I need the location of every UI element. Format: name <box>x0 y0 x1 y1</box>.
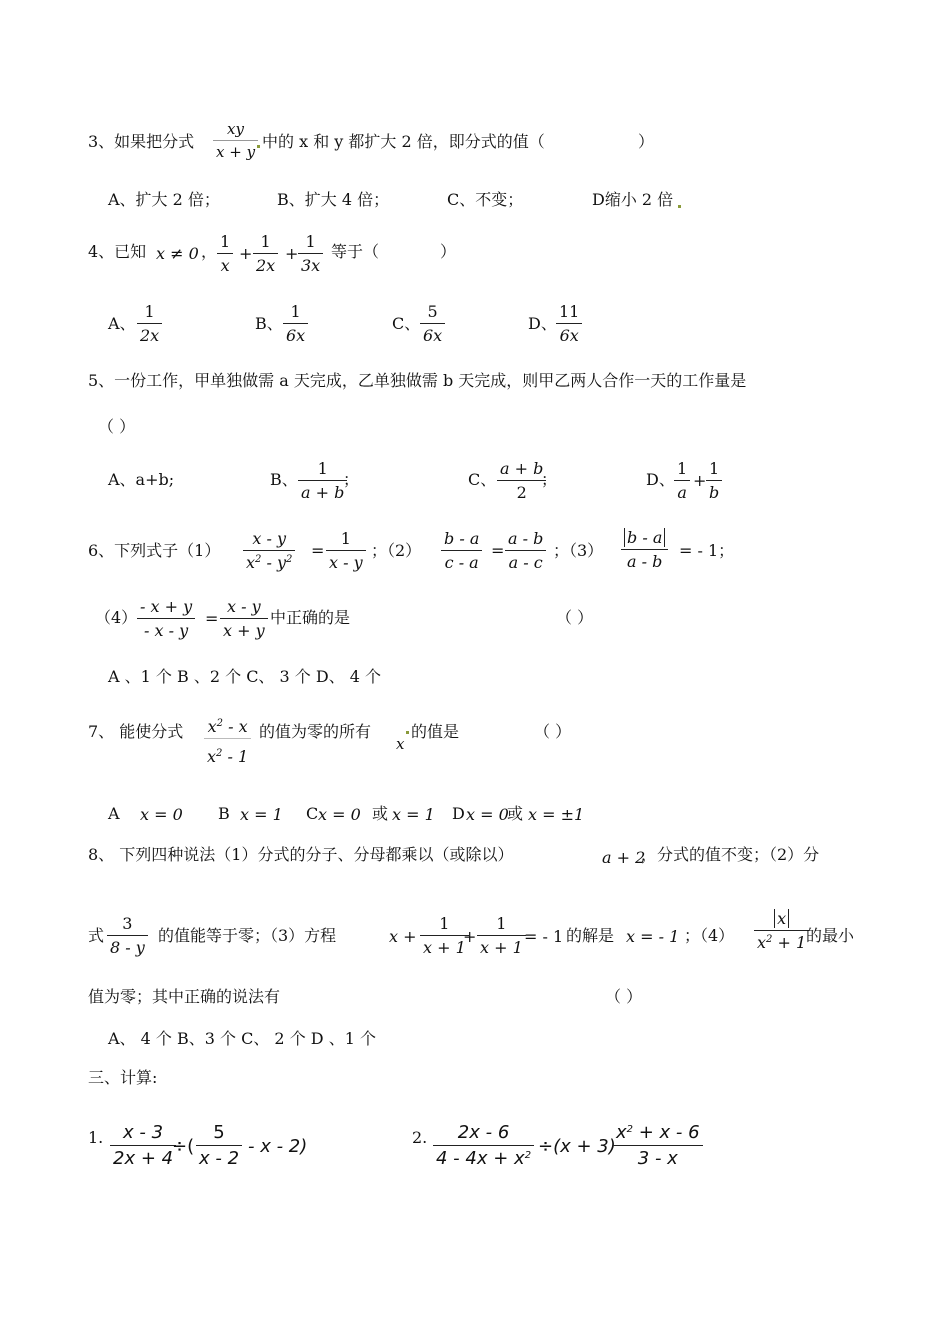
q8-fraction-4: $\frac{x}{x^2 + 1}$ <box>754 911 809 951</box>
q5-option-b-tail: ； <box>343 470 360 489</box>
plus-sign: + <box>463 927 477 946</box>
q5-option-d-label: D、 <box>646 470 675 489</box>
q4-term-1: $\frac{1}{x}$ <box>217 234 233 274</box>
marker-dot <box>678 205 681 208</box>
q7-option-b: x = 1 <box>240 805 283 824</box>
q7-suffix: 的值是 <box>411 722 460 741</box>
calc-2-label: 2. <box>412 1128 428 1147</box>
q4-option-d: $\frac{11}{6x}$ <box>556 304 582 344</box>
calc-1-inner-fraction: $\frac{5}{x - 2}$ <box>196 1124 242 1168</box>
q6-expr-2-left: $\frac{b - a}{c - a}$ <box>441 531 482 571</box>
q7-option-d-2: x = ±1 <box>528 805 585 824</box>
q8-line1-b: ，分式的值不变；（2）分 <box>641 845 820 864</box>
q6-sep-2: ；（2） <box>371 541 422 560</box>
q4-term-3: $\frac{1}{3x}$ <box>298 234 323 274</box>
q6-expr-1-left: $\frac{x - y}{x^2 - y^2}$ <box>243 531 295 571</box>
calc-1-label: 1. <box>88 1128 104 1147</box>
q8-line2-c: = - 1 <box>524 927 564 946</box>
q7-option-c-or: 或 <box>372 804 389 823</box>
q6-expr-4-left: $\frac{- x + y}{- x - y}$ <box>137 599 195 639</box>
marker-dot <box>406 731 409 734</box>
q3-fraction: $\frac{xy}{x + y}$ <box>213 122 258 160</box>
q5-option-a: A、a+b; <box>108 470 175 489</box>
q5-option-b-label: B、 <box>270 470 298 489</box>
q8-line1-expr: a + 2 <box>602 848 646 867</box>
q6-sep-3: ；（3） <box>553 541 604 560</box>
q8-fraction-3: $\frac{1}{x + 1}$ <box>477 916 526 956</box>
q4-option-a-label: A、 <box>108 314 136 333</box>
q6-options: A 、1 个 B 、2 个 C、 3 个 D、 4 个 <box>108 667 382 686</box>
q4-suffix: 等于（ <box>331 242 380 261</box>
q4-close: ） <box>440 242 457 261</box>
q5-option-c-label: C、 <box>468 470 497 489</box>
q7-prefix: 7、 能使分式 <box>88 722 184 741</box>
q4-condition: x ≠ 0 <box>156 244 199 263</box>
q5-option-b: $\frac{1}{a + b}$ <box>298 461 347 501</box>
q4-prefix: 4、已知 <box>88 242 147 261</box>
q6-expr-3-rhs: = - 1； <box>679 541 735 560</box>
q3-option-d: D缩小 2 倍 <box>592 190 674 209</box>
q8-options: A、 4 个 B、3 个 C、 2 个 D 、1 个 <box>108 1029 376 1048</box>
q3-option-b: B、扩大 4 倍； <box>277 190 390 209</box>
q8-line2-f: ；（4） <box>684 926 735 945</box>
q7-paren: （ ） <box>534 722 572 741</box>
q3-option-c: C、不变； <box>447 190 524 209</box>
plus-sign: + <box>693 471 707 490</box>
equals-sign: = <box>311 541 325 560</box>
q7-option-a-label: A <box>108 804 120 823</box>
q7-option-d-1: x = 0 <box>466 805 509 824</box>
q4-option-c: $\frac{5}{6x}$ <box>420 304 445 344</box>
calc-2-operator: ÷(x + 3) <box>538 1136 616 1157</box>
equals-sign: = <box>205 609 219 628</box>
q6-line2-suffix: 中正确的是 <box>270 608 351 627</box>
q7-variable: x <box>396 735 405 753</box>
q8-line2-d: 的解是 <box>566 926 615 945</box>
calc-2-right-fraction: $\frac{x^2 + x - 6}{3 - x}$ <box>613 1124 703 1168</box>
q6-expr-4-right: $\frac{x - y}{x + y}$ <box>220 599 268 639</box>
q4-comma: ， <box>201 242 218 261</box>
q3-option-a: A、扩大 2 倍； <box>108 190 220 209</box>
calc-2-fraction: $\frac{2x - 6}{4 - 4x + x^2}$ <box>433 1124 534 1168</box>
q7-option-b-label: B <box>218 804 230 823</box>
q7-option-c-2: x = 1 <box>392 805 435 824</box>
q7-option-c-label: C <box>306 804 319 823</box>
q5-paren: （ ） <box>98 417 136 436</box>
q8-fraction-1: $\frac{3}{8 - y}$ <box>107 916 148 956</box>
q3-suffix: 中的 x 和 y 都扩大 2 倍，即分式的值（ <box>262 132 545 151</box>
q8-line3: 值为零；其中正确的说法有 <box>88 987 281 1006</box>
q4-option-b: $\frac{1}{6x}$ <box>283 304 308 344</box>
q5-option-c: $\frac{a + b}{2}$ <box>497 461 546 501</box>
q4-term-2: $\frac{1}{2x}$ <box>253 234 278 274</box>
q7-option-d-or: 或 <box>507 804 524 823</box>
q5-option-c-tail: ； <box>541 470 558 489</box>
q6-paren: （ ） <box>556 608 594 627</box>
q7-option-c-1: x = 0 <box>318 805 361 824</box>
q6-expr-2-right: $\frac{a - b}{a - c}$ <box>505 531 546 571</box>
q5-text: 5、一份工作，甲单独做需 a 天完成，乙单独做需 b 天完成，则甲乙两人合作一天的工作量是 <box>88 371 747 390</box>
q3-prefix: 3、如果把分式 <box>88 132 195 151</box>
q4-option-a: $\frac{1}{2x}$ <box>137 304 162 344</box>
q4-option-d-label: D、 <box>528 314 557 333</box>
q8-line1-a: 8、 下列四种说法（1）分式的分子、分母都乘以（或除以） <box>88 845 514 864</box>
q8-line2-e: x = - 1 <box>626 927 680 946</box>
q6-line2-prefix: （4） <box>95 608 138 627</box>
q4-option-c-label: C、 <box>392 314 421 333</box>
q5-option-d-term-2: $\frac{1}{b}$ <box>706 461 722 501</box>
q8-line2-b: 的值能等于零；（3）方程 <box>158 926 337 945</box>
q7-option-d-label: D <box>452 804 465 823</box>
q8-line2-x: x + <box>389 927 417 946</box>
q6-expr-1-right: $\frac{1}{x - y}$ <box>326 531 366 571</box>
calc-1-fraction: $\frac{x - 3}{2x + 4}$ <box>110 1124 176 1168</box>
q3-close: ） <box>638 132 655 151</box>
q4-option-b-label: B、 <box>255 314 283 333</box>
marker-dot <box>257 145 260 148</box>
q8-line2-g: 的最小 <box>806 926 855 945</box>
q7-mid: 的值为零的所有 <box>259 722 372 741</box>
q6-expr-3: $\frac{b - a}{a - b}$ <box>621 530 668 570</box>
section-heading: 三、计算: <box>88 1068 158 1087</box>
plus-sign: + <box>239 244 253 263</box>
plus-sign: + <box>285 244 299 263</box>
equals-sign: = <box>491 541 505 560</box>
q8-paren: （ ） <box>605 987 643 1006</box>
q7-option-a: x = 0 <box>140 805 183 824</box>
q6-prefix: 6、下列式子（1） <box>88 541 221 560</box>
q8-line2-a: 式 <box>88 926 105 945</box>
q5-option-d-term-1: $\frac{1}{a}$ <box>674 461 690 501</box>
q8-fraction-2: $\frac{1}{x + 1}$ <box>420 916 469 956</box>
calc-1-tail: - x - 2) <box>248 1136 308 1157</box>
calc-1-operator: ÷( <box>172 1136 195 1157</box>
q7-fraction: $\frac{x^2 - x}{x^2 - 1}$ <box>204 719 251 765</box>
